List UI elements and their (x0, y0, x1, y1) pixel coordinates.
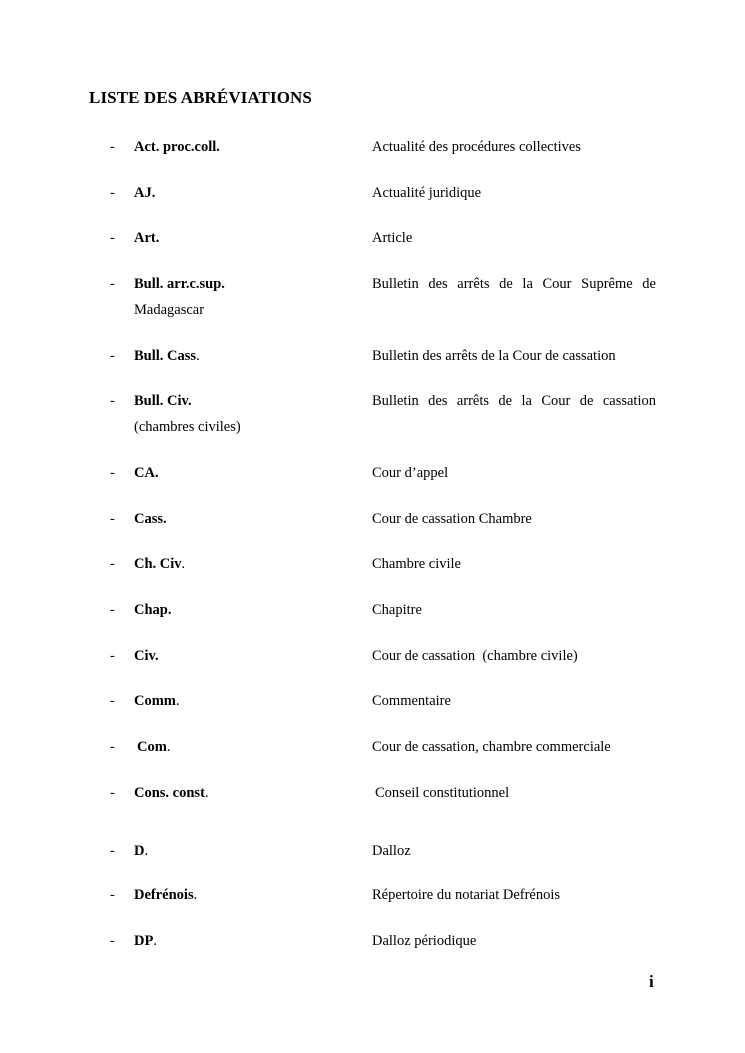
abbreviation-text: Defrénois (134, 887, 194, 903)
list-dash: - (110, 393, 115, 409)
list-dash: - (110, 139, 115, 155)
abbreviation-suffix: . (175, 693, 180, 709)
abbreviation-suffix: . (166, 739, 171, 755)
list-dash: - (110, 230, 115, 246)
abbreviation-text: Ch. Civ (134, 556, 182, 572)
abbreviation (134, 648, 159, 665)
abbreviation-suffix: . (193, 887, 198, 903)
list-dash: - (110, 276, 115, 292)
abbreviation-suffix: . (144, 843, 149, 859)
page-number: i (649, 972, 654, 991)
abbreviation-meaning: Commentaire (372, 693, 451, 709)
abbreviation-text: Chap. (134, 602, 172, 618)
abbreviation-text: CA. (134, 465, 159, 481)
list-dash: - (110, 348, 115, 364)
abbreviation-text: DP (134, 933, 154, 949)
list-dash: - (110, 843, 115, 859)
abbreviation (134, 185, 155, 202)
list-dash: - (110, 887, 115, 903)
list-dash: - (110, 785, 115, 801)
abbreviation (134, 602, 171, 619)
abbreviation (134, 785, 209, 802)
abbreviation-text: Cons. const (134, 785, 205, 801)
abbreviation-text: Bull. arr.c.sup. (134, 276, 225, 292)
abbreviation-meaning-continuation: (chambres civiles) (134, 419, 241, 435)
abbreviation-suffix: . (181, 556, 186, 572)
list-dash: - (110, 648, 115, 664)
list-dash: - (110, 465, 115, 481)
page-title: LISTE DES ABRÉVIATIONS (89, 88, 312, 107)
abbreviation-meaning: Chapitre (372, 602, 422, 618)
abbreviation-meaning: Cour de cassation, chambre commerciale (372, 739, 611, 755)
abbreviation (134, 348, 200, 365)
abbreviation-meaning: Bulletin des arrêts de la Cour de cassation (372, 348, 616, 364)
abbreviation-meaning: Chambre civile (372, 556, 461, 572)
abbreviation-meaning: Bulletin des arrêts de la Cour de cassation (372, 393, 656, 409)
abbreviation-meaning: Cour d’appel (372, 465, 449, 481)
abbreviation-meaning: Dalloz périodique (372, 933, 477, 949)
abbreviation-meaning: Cour de cassation (chambre civile) (372, 648, 578, 664)
list-dash: - (110, 511, 115, 527)
abbreviation (134, 556, 185, 573)
abbreviation-meaning: Actualité juridique (372, 185, 482, 201)
abbreviation (134, 933, 157, 950)
abbreviation (134, 843, 148, 860)
abbreviation-text: Bull. Cass (134, 348, 197, 364)
abbreviation-text: D (134, 843, 145, 859)
abbreviation-meaning: Cour de cassation Chambre (372, 511, 532, 527)
abbreviation-meaning: Article (372, 230, 413, 246)
abbreviation-meaning: Bulletin des arrêts de la Cour Suprême de (372, 276, 656, 292)
abbreviation-text: Civ. (134, 648, 159, 664)
abbreviation-text: Art. (134, 230, 160, 246)
abbreviation-suffix: . (196, 348, 200, 364)
abbreviation-meaning: Conseil constitutionnel (375, 785, 510, 801)
abbreviation-text: Act. proc.coll. (134, 139, 220, 155)
list-dash: - (110, 602, 115, 618)
list-dash: - (110, 556, 115, 572)
abbreviation-meaning-continuation: Madagascar (134, 302, 205, 318)
abbreviation-text: Bull. Civ. (134, 393, 192, 409)
list-dash: - (110, 693, 115, 709)
abbreviation-suffix: . (153, 933, 157, 949)
abbreviation (134, 139, 220, 156)
abbreviation (134, 693, 180, 710)
abbreviation-suffix: . (204, 785, 209, 801)
abbreviation (137, 739, 170, 756)
abbreviation (134, 230, 159, 247)
abbreviation-text: AJ. (134, 185, 156, 201)
abbreviation-meaning: Actualité des procédures collectives (372, 139, 581, 155)
abbreviation (134, 276, 225, 293)
abbreviation-text: Comm (134, 693, 176, 709)
abbreviation-text: Com (137, 739, 167, 755)
abbreviation (134, 511, 167, 528)
abbreviation (134, 887, 197, 904)
list-dash: - (110, 185, 115, 201)
abbreviation (134, 393, 192, 410)
abbreviation-text: Cass. (134, 511, 167, 527)
abbreviation-meaning: Dalloz (372, 843, 411, 859)
abbreviation-meaning: Répertoire du notariat Defrénois (372, 887, 561, 903)
list-dash: - (110, 933, 115, 949)
list-dash: - (110, 739, 115, 755)
abbreviation (134, 465, 159, 482)
